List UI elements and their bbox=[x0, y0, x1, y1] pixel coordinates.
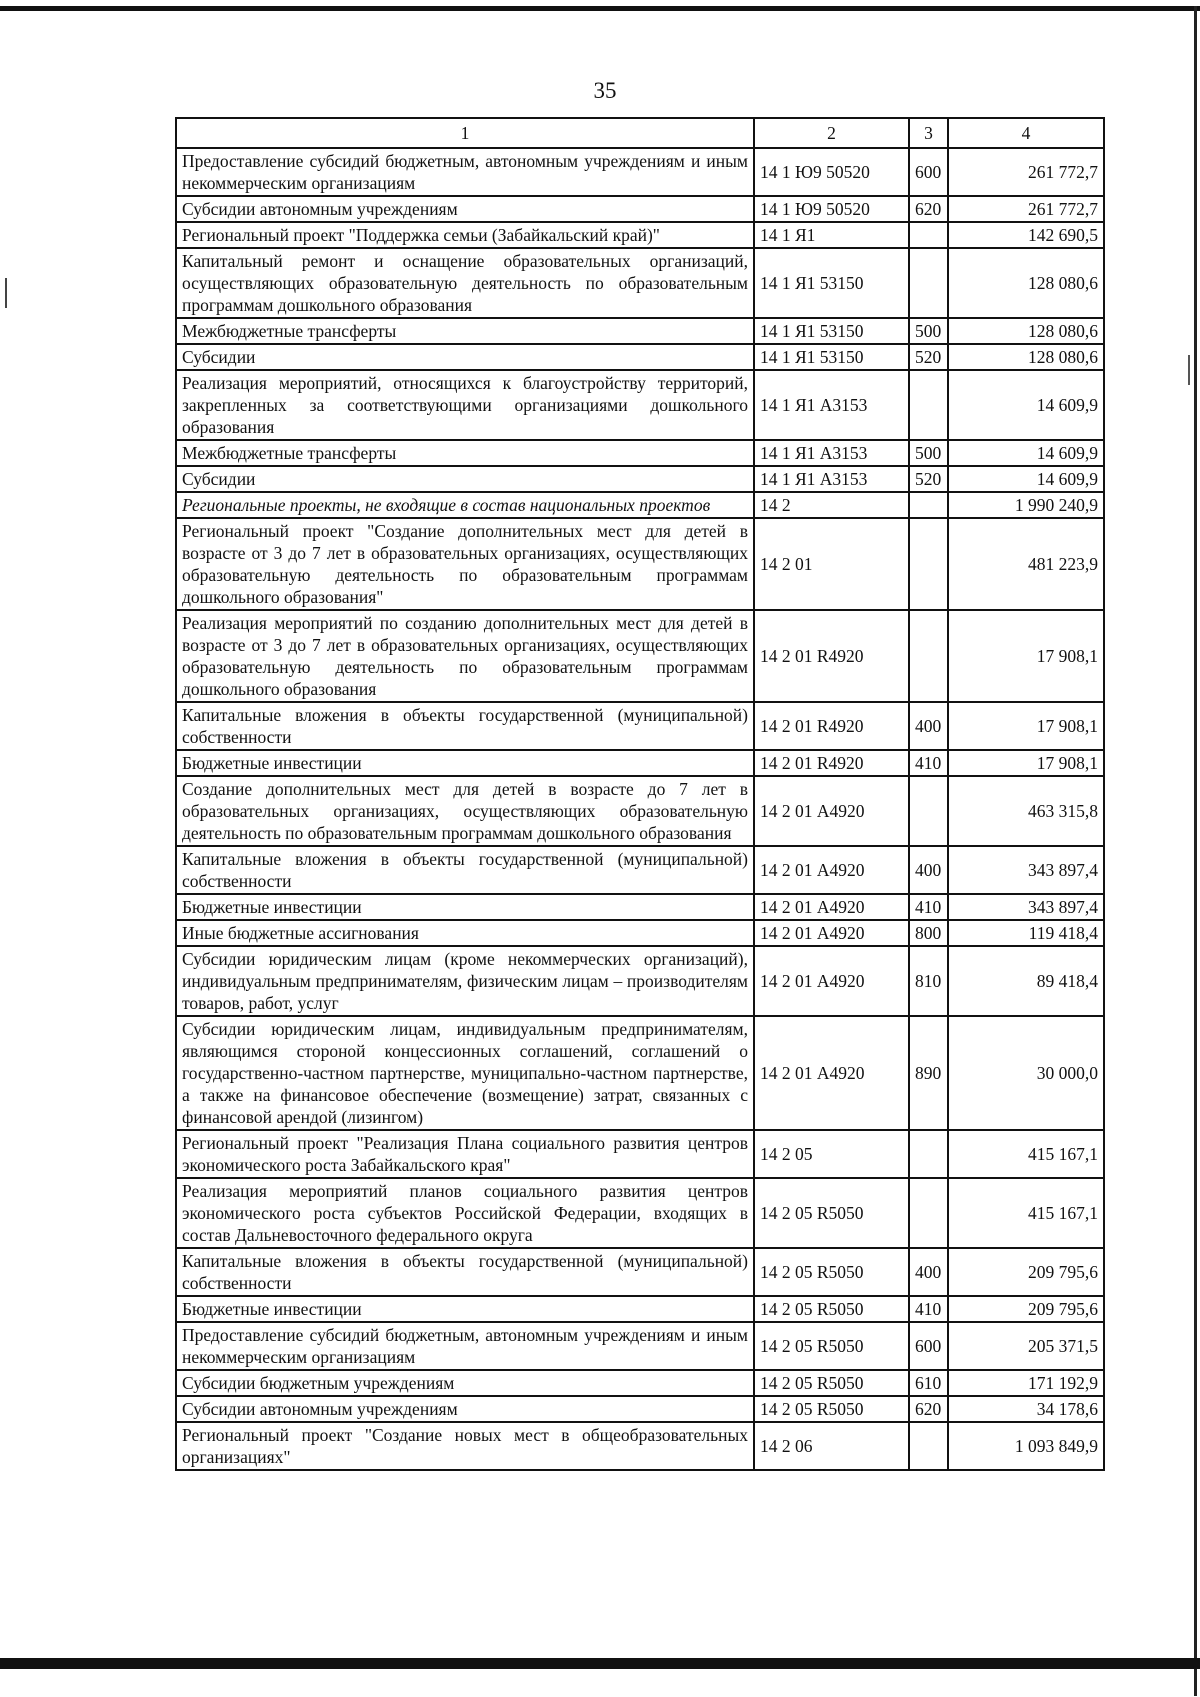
row-sum-cell: 343 897,4 bbox=[948, 894, 1104, 920]
row-sum-cell: 30 000,0 bbox=[948, 1016, 1104, 1130]
row-sum-cell: 142 690,5 bbox=[948, 222, 1104, 248]
row-type-cell: 800 bbox=[909, 920, 948, 946]
row-type-cell: 620 bbox=[909, 196, 948, 222]
row-name-cell: Субсидии bbox=[176, 466, 754, 492]
row-name-cell: Предоставление субсидий бюджетным, автономным учреждениям и иным некоммерческим организациям bbox=[176, 148, 754, 196]
row-type-cell: 810 bbox=[909, 946, 948, 1016]
row-name-cell: Реализация мероприятий планов социального развития центров экономического роста субъектов Российской Федерации, входящих в состав Дальневосточного федерального округа bbox=[176, 1178, 754, 1248]
row-name-cell: Субсидии bbox=[176, 344, 754, 370]
row-sum-cell: 261 772,7 bbox=[948, 196, 1104, 222]
row-code-cell: 14 2 05 R5050 bbox=[754, 1370, 909, 1396]
row-type-cell: 410 bbox=[909, 750, 948, 776]
table-row bbox=[176, 946, 1104, 1016]
row-code-cell: 14 2 05 R5050 bbox=[754, 1322, 909, 1370]
row-sum-cell: 481 223,9 bbox=[948, 518, 1104, 610]
row-sum-cell: 128 080,6 bbox=[948, 318, 1104, 344]
table-row bbox=[176, 440, 1104, 466]
row-name-cell: Капитальные вложения в объекты государственной (муниципальной) собственности bbox=[176, 702, 754, 750]
table-row bbox=[176, 148, 1104, 196]
row-type-cell bbox=[909, 370, 948, 440]
row-type-cell bbox=[909, 1178, 948, 1248]
row-name-cell: Субсидии бюджетным учреждениям bbox=[176, 1370, 754, 1396]
row-sum-cell: 209 795,6 bbox=[948, 1248, 1104, 1296]
row-name-cell: Бюджетные инвестиции bbox=[176, 750, 754, 776]
row-type-cell bbox=[909, 610, 948, 702]
row-name-cell: Создание дополнительных мест для детей в возрасте до 7 лет в образовательных организациях, осуществляющих образовательную деятельность по образовательным программам дошкольного образования bbox=[176, 776, 754, 846]
row-name-cell: Региональный проект "Поддержка семьи (Забайкальский край)" bbox=[176, 222, 754, 248]
row-code-cell: 14 1 Я1 А3153 bbox=[754, 466, 909, 492]
row-code-cell: 14 2 06 bbox=[754, 1422, 909, 1470]
row-type-cell: 600 bbox=[909, 1322, 948, 1370]
row-sum-cell: 463 315,8 bbox=[948, 776, 1104, 846]
table-row bbox=[176, 318, 1104, 344]
table-row bbox=[176, 1422, 1104, 1470]
row-name-cell: Капитальные вложения в объекты государственной (муниципальной) собственности bbox=[176, 1248, 754, 1296]
table-row bbox=[176, 1178, 1104, 1248]
row-name-cell: Межбюджетные трансферты bbox=[176, 440, 754, 466]
row-sum-cell: 343 897,4 bbox=[948, 846, 1104, 894]
row-type-cell: 620 bbox=[909, 1396, 948, 1422]
row-name-cell: Межбюджетные трансферты bbox=[176, 318, 754, 344]
row-sum-cell: 128 080,6 bbox=[948, 344, 1104, 370]
row-type-cell: 410 bbox=[909, 894, 948, 920]
row-name-cell: Реализация мероприятий по созданию дополнительных мест для детей в возрасте от 3 до 7 лет в образовательных организациях, осуществляющих образовательную деятельность по образовательным программам дошкольного образования bbox=[176, 610, 754, 702]
table-row bbox=[176, 750, 1104, 776]
table-row bbox=[176, 1296, 1104, 1322]
row-name-cell: Иные бюджетные ассигнования bbox=[176, 920, 754, 946]
row-code-cell: 14 1 Я1 53150 bbox=[754, 344, 909, 370]
row-type-cell bbox=[909, 1130, 948, 1178]
row-sum-cell: 17 908,1 bbox=[948, 610, 1104, 702]
row-code-cell: 14 2 05 R5050 bbox=[754, 1296, 909, 1322]
table-row bbox=[176, 1370, 1104, 1396]
row-sum-cell: 17 908,1 bbox=[948, 702, 1104, 750]
row-sum-cell: 1 093 849,9 bbox=[948, 1422, 1104, 1470]
row-name-cell: Региональный проект "Создание новых мест в общеобразовательных организациях" bbox=[176, 1422, 754, 1470]
table-row bbox=[176, 894, 1104, 920]
row-type-cell bbox=[909, 248, 948, 318]
row-name-cell: Реализация мероприятий, относящихся к благоустройству территорий, закрепленных за соответствующими организациями дошкольного образования bbox=[176, 370, 754, 440]
header-col-1: 1 bbox=[176, 118, 754, 148]
row-type-cell: 410 bbox=[909, 1296, 948, 1322]
row-name-cell: Капитальные вложения в объекты государственной (муниципальной) собственности bbox=[176, 846, 754, 894]
row-type-cell bbox=[909, 222, 948, 248]
scan-left-mark bbox=[5, 278, 7, 308]
row-type-cell: 500 bbox=[909, 440, 948, 466]
table-row bbox=[176, 702, 1104, 750]
table-row bbox=[176, 776, 1104, 846]
scan-right-mark bbox=[1188, 355, 1190, 385]
row-code-cell: 14 1 Я1 bbox=[754, 222, 909, 248]
row-name-cell: Региональный проект "Реализация Плана социального развития центров экономического роста Забайкальского края" bbox=[176, 1130, 754, 1178]
table-row bbox=[176, 196, 1104, 222]
row-sum-cell: 415 167,1 bbox=[948, 1178, 1104, 1248]
scan-right-border bbox=[1194, 6, 1197, 1696]
header-col-2: 2 bbox=[754, 118, 909, 148]
row-code-cell: 14 1 Ю9 50520 bbox=[754, 148, 909, 196]
table-row bbox=[176, 370, 1104, 440]
row-type-cell: 400 bbox=[909, 1248, 948, 1296]
row-name-cell: Предоставление субсидий бюджетным, автономным учреждениям и иным некоммерческим организациям bbox=[176, 1322, 754, 1370]
row-name-cell: Бюджетные инвестиции bbox=[176, 1296, 754, 1322]
row-code-cell: 14 2 01 R4920 bbox=[754, 702, 909, 750]
row-code-cell: 14 2 05 R5050 bbox=[754, 1178, 909, 1248]
row-sum-cell: 261 772,7 bbox=[948, 148, 1104, 196]
row-name-cell: Бюджетные инвестиции bbox=[176, 894, 754, 920]
row-type-cell: 890 bbox=[909, 1016, 948, 1130]
row-name-cell: Региональный проект "Создание дополнительных мест для детей в возрасте от 3 до 7 лет в образовательных организациях, осуществляющих образовательную деятельность по образовательным программам дошкольного образования" bbox=[176, 518, 754, 610]
table-row bbox=[176, 1322, 1104, 1370]
row-sum-cell: 14 609,9 bbox=[948, 466, 1104, 492]
table-row bbox=[176, 846, 1104, 894]
header-col-3: 3 bbox=[909, 118, 948, 148]
header-col-4: 4 bbox=[948, 118, 1104, 148]
row-name-cell: Капитальный ремонт и оснащение образовательных организаций, осуществляющих образовательную деятельность по образовательным программам дошкольного образования bbox=[176, 248, 754, 318]
page-number: 35 bbox=[593, 78, 617, 103]
row-type-cell: 520 bbox=[909, 344, 948, 370]
table-row bbox=[176, 920, 1104, 946]
table-row bbox=[176, 1248, 1104, 1296]
row-type-cell: 400 bbox=[909, 702, 948, 750]
row-name-cell: Субсидии юридическим лицам (кроме некоммерческих организаций), индивидуальным предпринимателям, физическим лицам – производителям товаров, работ, услуг bbox=[176, 946, 754, 1016]
row-code-cell: 14 1 Ю9 50520 bbox=[754, 196, 909, 222]
table-row bbox=[176, 1130, 1104, 1178]
row-code-cell: 14 1 Я1 А3153 bbox=[754, 440, 909, 466]
row-type-cell: 520 bbox=[909, 466, 948, 492]
row-code-cell: 14 2 05 R5050 bbox=[754, 1396, 909, 1422]
row-type-cell: 600 bbox=[909, 148, 948, 196]
row-code-cell: 14 2 01 А4920 bbox=[754, 894, 909, 920]
table-row bbox=[176, 492, 1104, 518]
row-type-cell bbox=[909, 776, 948, 846]
row-code-cell: 14 2 01 А4920 bbox=[754, 1016, 909, 1130]
row-sum-cell: 119 418,4 bbox=[948, 920, 1104, 946]
row-sum-cell: 89 418,4 bbox=[948, 946, 1104, 1016]
row-sum-cell: 205 371,5 bbox=[948, 1322, 1104, 1370]
table-row bbox=[176, 518, 1104, 610]
row-sum-cell: 128 080,6 bbox=[948, 248, 1104, 318]
row-code-cell: 14 2 05 bbox=[754, 1130, 909, 1178]
row-sum-cell: 171 192,9 bbox=[948, 1370, 1104, 1396]
row-code-cell: 14 1 Я1 53150 bbox=[754, 318, 909, 344]
row-code-cell: 14 1 Я1 53150 bbox=[754, 248, 909, 318]
row-code-cell: 14 2 bbox=[754, 492, 909, 518]
row-type-cell bbox=[909, 1422, 948, 1470]
table-row bbox=[176, 222, 1104, 248]
row-code-cell: 14 1 Я1 А3153 bbox=[754, 370, 909, 440]
row-code-cell: 14 2 01 R4920 bbox=[754, 610, 909, 702]
row-name-cell: Субсидии автономным учреждениям bbox=[176, 1396, 754, 1422]
table-header-row bbox=[176, 118, 1104, 148]
row-sum-cell: 34 178,6 bbox=[948, 1396, 1104, 1422]
table-row bbox=[176, 610, 1104, 702]
budget-table-body bbox=[176, 118, 1104, 1470]
table-row bbox=[176, 466, 1104, 492]
table-row bbox=[176, 248, 1104, 318]
row-type-cell: 400 bbox=[909, 846, 948, 894]
row-sum-cell: 17 908,1 bbox=[948, 750, 1104, 776]
row-type-cell bbox=[909, 492, 948, 518]
row-code-cell: 14 2 01 bbox=[754, 518, 909, 610]
row-sum-cell: 14 609,9 bbox=[948, 440, 1104, 466]
table-row bbox=[176, 1396, 1104, 1422]
table-row bbox=[176, 344, 1104, 370]
row-type-cell: 610 bbox=[909, 1370, 948, 1396]
row-sum-cell: 415 167,1 bbox=[948, 1130, 1104, 1178]
row-code-cell: 14 2 01 А4920 bbox=[754, 920, 909, 946]
row-code-cell: 14 2 05 R5050 bbox=[754, 1248, 909, 1296]
row-type-cell: 500 bbox=[909, 318, 948, 344]
row-sum-cell: 14 609,9 bbox=[948, 370, 1104, 440]
row-code-cell: 14 2 01 А4920 bbox=[754, 846, 909, 894]
budget-table bbox=[175, 117, 1105, 1471]
scan-top-border bbox=[0, 6, 1200, 11]
row-sum-cell: 209 795,6 bbox=[948, 1296, 1104, 1322]
row-sum-cell: 1 990 240,9 bbox=[948, 492, 1104, 518]
row-name-cell: Субсидии автономным учреждениям bbox=[176, 196, 754, 222]
row-type-cell bbox=[909, 518, 948, 610]
row-name-cell: Региональные проекты, не входящие в состав национальных проектов bbox=[176, 492, 754, 518]
row-code-cell: 14 2 01 R4920 bbox=[754, 750, 909, 776]
scan-bottom-border bbox=[0, 1658, 1200, 1669]
table-row bbox=[176, 1016, 1104, 1130]
row-code-cell: 14 2 01 А4920 bbox=[754, 776, 909, 846]
row-name-cell: Субсидии юридическим лицам, индивидуальным предпринимателям, являющимся стороной концессионных соглашений, соглашений о государственно-частном партнерстве, муниципально-частном партнерстве, а также на финансовое обеспечение (возмещение) затрат, связанных с финансовой арендой (лизингом) bbox=[176, 1016, 754, 1130]
row-code-cell: 14 2 01 А4920 bbox=[754, 946, 909, 1016]
